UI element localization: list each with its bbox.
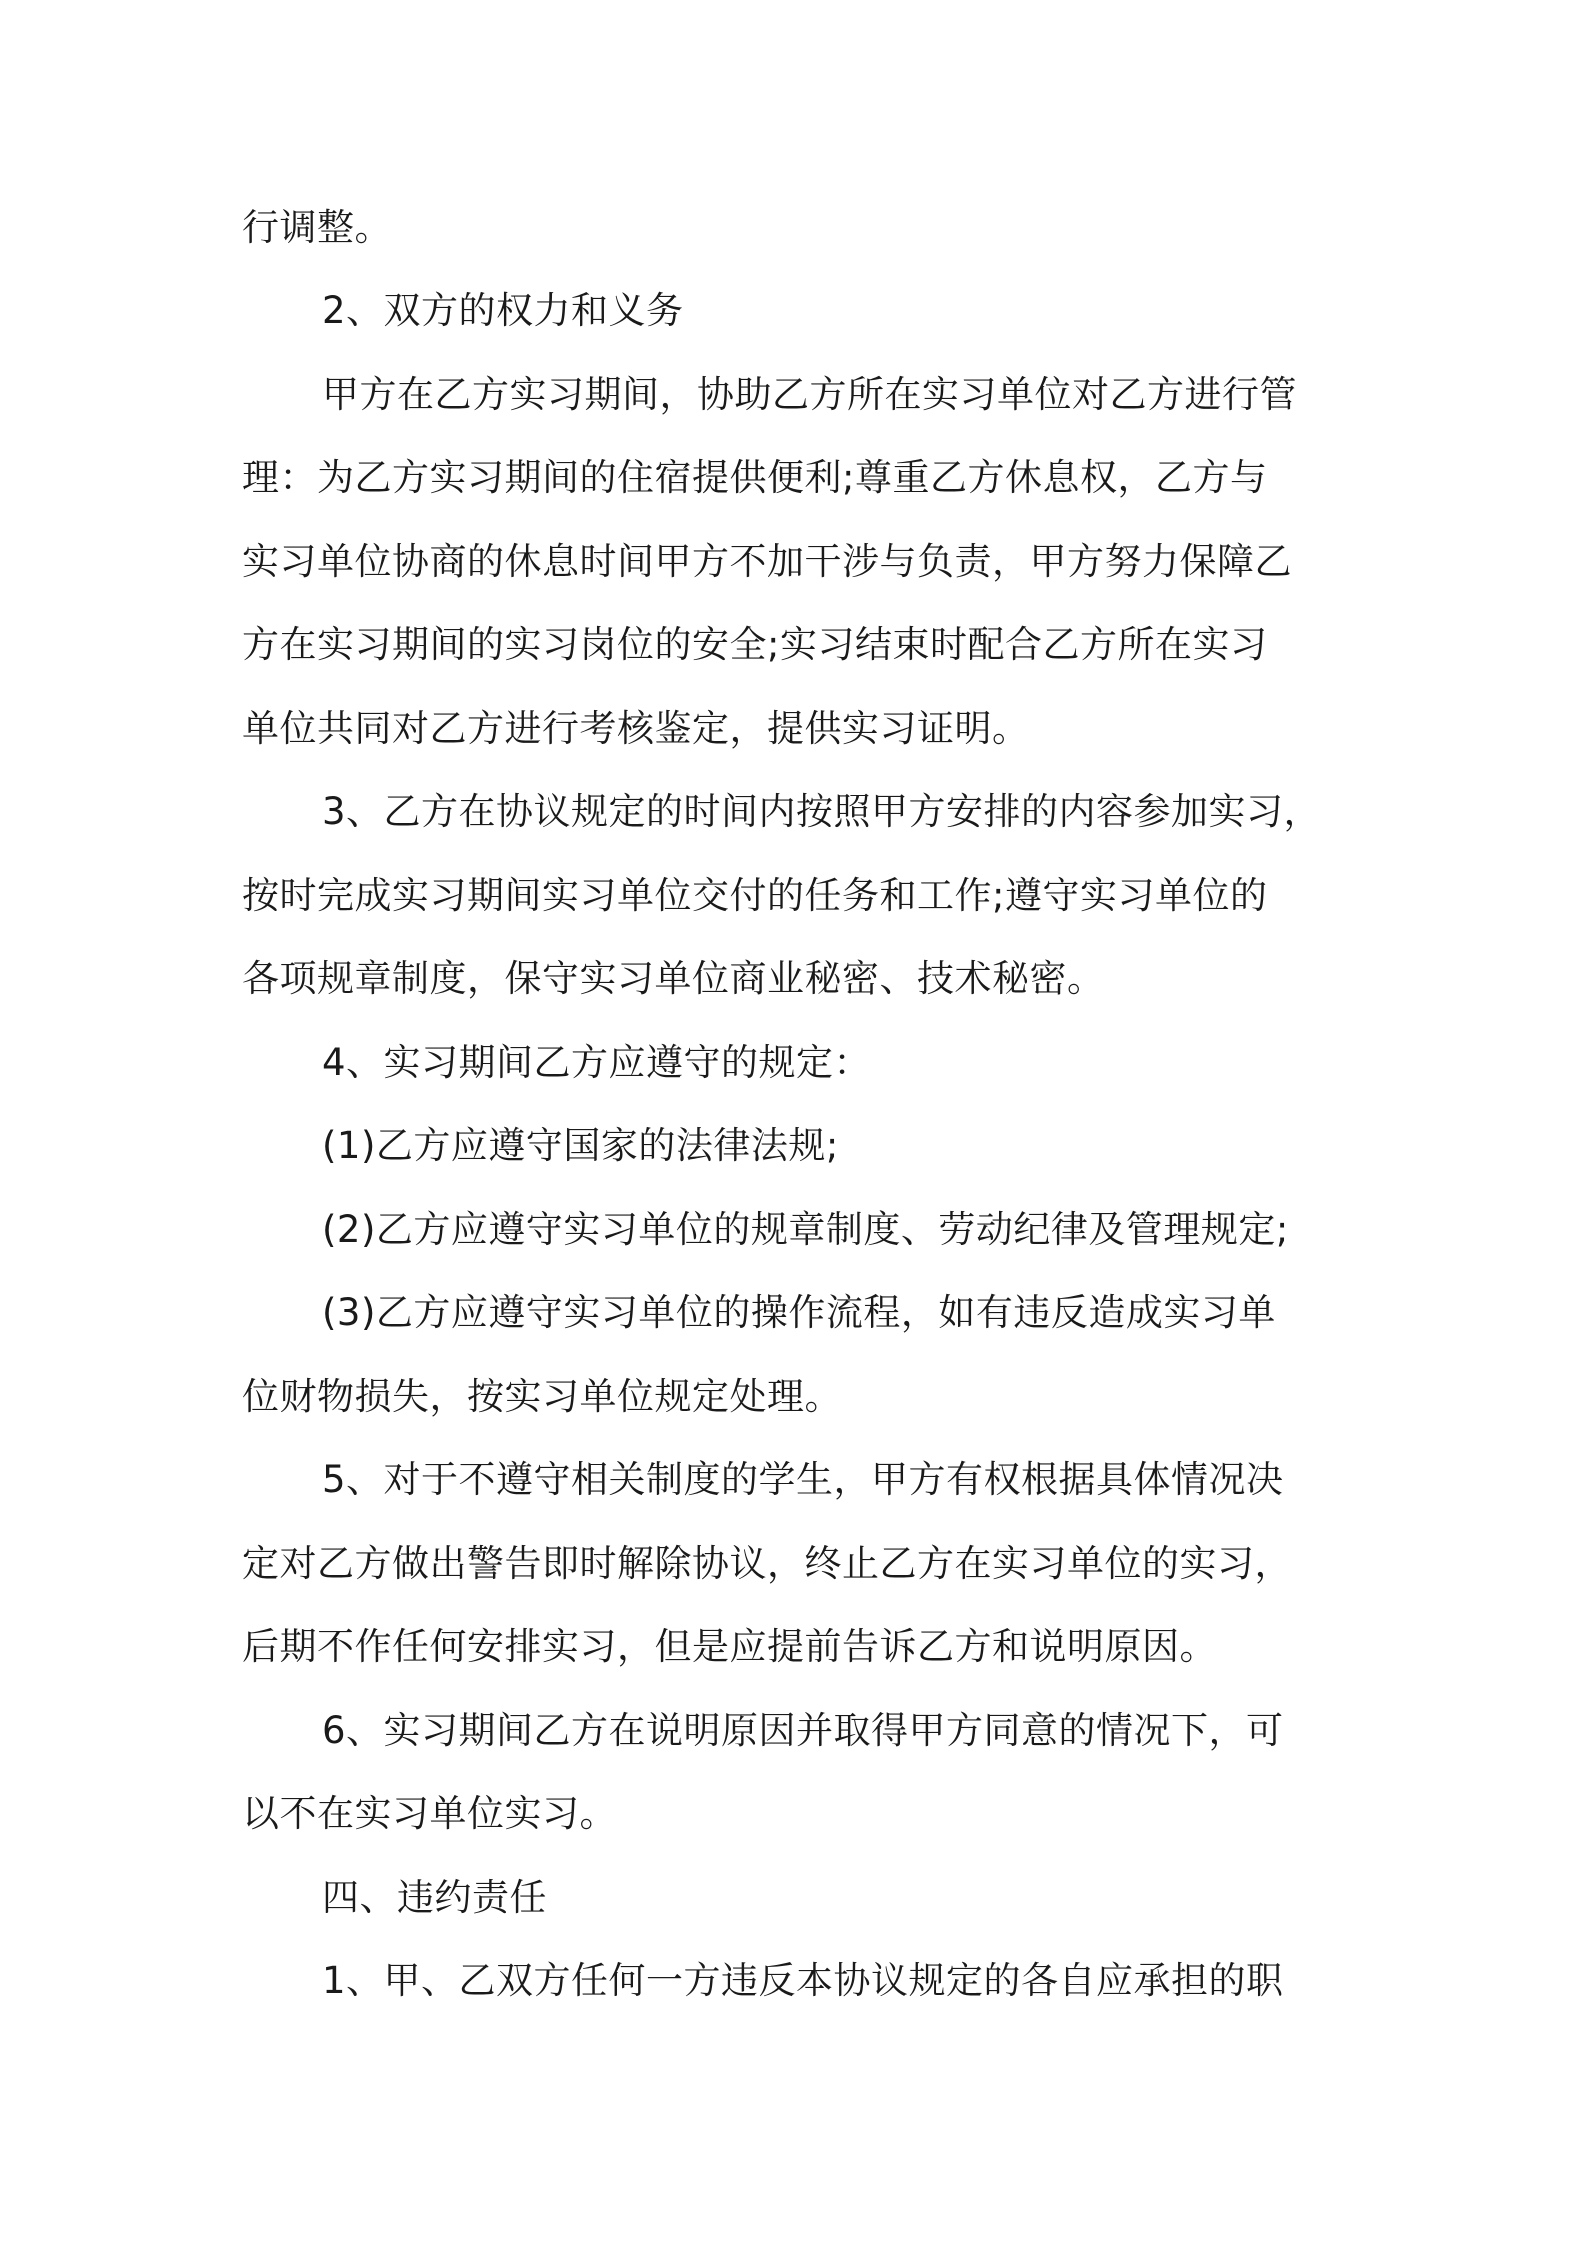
text-line: 5、对于不遵守相关制度的学生，甲方有权根据具体情况决 xyxy=(322,1458,1284,1501)
text-line: (2)乙方应遵守实习单位的规章制度、劳动纪律及管理规定; xyxy=(322,1208,1289,1251)
section-heading: 四、违约责任 xyxy=(322,1876,547,1919)
text-line: 以不在实习单位实习。 xyxy=(242,1792,617,1835)
section-heading: 2、双方的权力和义务 xyxy=(322,289,684,332)
text-line: 3、乙方在协议规定的时间内按照甲方安排的内容参加实习， xyxy=(322,790,1322,833)
text-line: 理：为乙方实习期间的住宿提供便利;尊重乙方休息权，乙方与 xyxy=(242,456,1268,499)
text-line: 按时完成实习期间实习单位交付的任务和工作;遵守实习单位的 xyxy=(242,874,1268,917)
text-line: 4、实习期间乙方应遵守的规定： xyxy=(322,1041,872,1084)
text-line: 方在实习期间的实习岗位的安全;实习结束时配合乙方所在实习 xyxy=(242,623,1268,666)
text-line: (1)乙方应遵守国家的法律法规; xyxy=(322,1124,839,1167)
text-line: 6、实习期间乙方在说明原因并取得甲方同意的情况下，可 xyxy=(322,1709,1284,1752)
text-line: 位财物损失，按实习单位规定处理。 xyxy=(242,1375,842,1418)
text-line: 甲方在乙方实习期间，协助乙方所在实习单位对乙方进行管 xyxy=(322,373,1297,416)
text-line: 行调整。 xyxy=(242,206,392,249)
text-line: 1、甲、乙双方任何一方违反本协议规定的各自应承担的职 xyxy=(322,1959,1284,2002)
text-line: 单位共同对乙方进行考核鉴定，提供实习证明。 xyxy=(242,707,1030,750)
text-line: 后期不作任何安排实习，但是应提前告诉乙方和说明原因。 xyxy=(242,1625,1217,1668)
text-line: 各项规章制度，保守实习单位商业秘密、技术秘密。 xyxy=(242,957,1105,1000)
text-line: 定对乙方做出警告即时解除协议，终止乙方在实习单位的实习， xyxy=(242,1542,1292,1585)
text-line: 实习单位协商的休息时间甲方不加干涉与负责，甲方努力保障乙 xyxy=(242,540,1292,583)
text-line: (3)乙方应遵守实习单位的操作流程，如有违反造成实习单 xyxy=(322,1291,1276,1334)
